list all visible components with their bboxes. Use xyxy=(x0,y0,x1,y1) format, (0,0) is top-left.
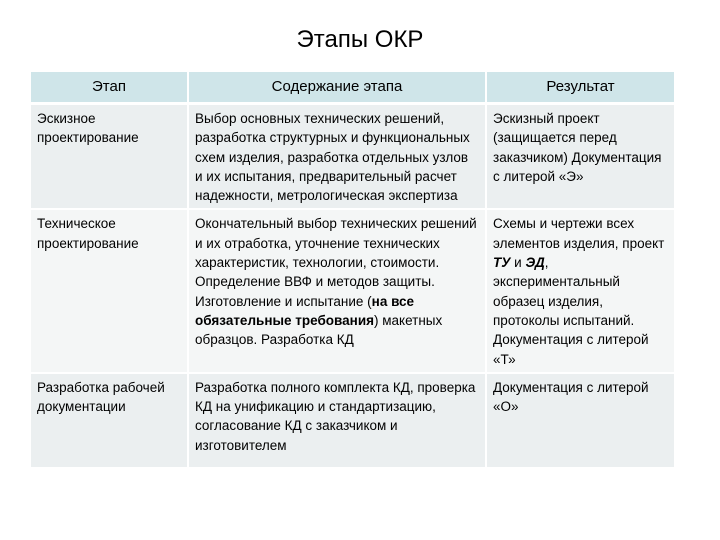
stage-cell: Техническое проектирование xyxy=(31,209,188,372)
header-result: Результат xyxy=(486,72,674,104)
result-emphasis: ТУ xyxy=(493,255,511,271)
header-content: Содержание этапа xyxy=(188,72,486,104)
stages-table xyxy=(31,72,674,469)
stages-table-container xyxy=(31,72,674,469)
table-row xyxy=(31,104,674,210)
result-cell: Документация с литерой «О» xyxy=(486,373,674,468)
table-row xyxy=(31,209,674,372)
content-emphasis: на все обязательные требования xyxy=(195,293,415,328)
slide-title: Этапы ОКР xyxy=(296,26,424,53)
content-text: ) макетных образцов. Разработка КД xyxy=(195,312,443,348)
content-cell: Выбор основных технических решений, разработка структурных и функциональных схем изделия, разработка отдельных узлов и их испытания, предварительный расчет надежности, метрологическая экспертиза xyxy=(188,104,486,210)
content-cell xyxy=(188,209,486,372)
stage-cell: Эскизное проектирование xyxy=(31,104,188,210)
result-text: Схемы и чертежи всех элементов изделия, проект xyxy=(493,216,665,251)
result-text: , экспериментальный образец изделия, протоколы испытаний. Документация с литерой «Т» xyxy=(493,255,649,367)
result-cell xyxy=(486,209,674,372)
result-text: и xyxy=(510,255,526,271)
table-body xyxy=(31,104,674,469)
content-text: Окончательный выбор технических решений и их отработка, уточнение технических характеристик, технологии, стоимости. Определение ВВФ и методов защиты. Изготовление и испытание ( xyxy=(195,216,477,309)
result-emphasis: ЭД xyxy=(525,255,545,271)
table-header xyxy=(31,72,674,104)
header-row xyxy=(31,72,674,104)
result-cell: Эскизный проект (защищается перед заказчиком) Документация с литерой «Э» xyxy=(486,104,674,210)
table-row xyxy=(31,373,674,468)
content-cell: Разработка полного комплекта КД, проверка КД на унификацию и стандартизацию, согласование КД с заказчиком и изготовителем xyxy=(188,373,486,468)
stage-cell: Разработка рабочей документации xyxy=(31,373,188,468)
header-stage: Этап xyxy=(31,72,188,104)
